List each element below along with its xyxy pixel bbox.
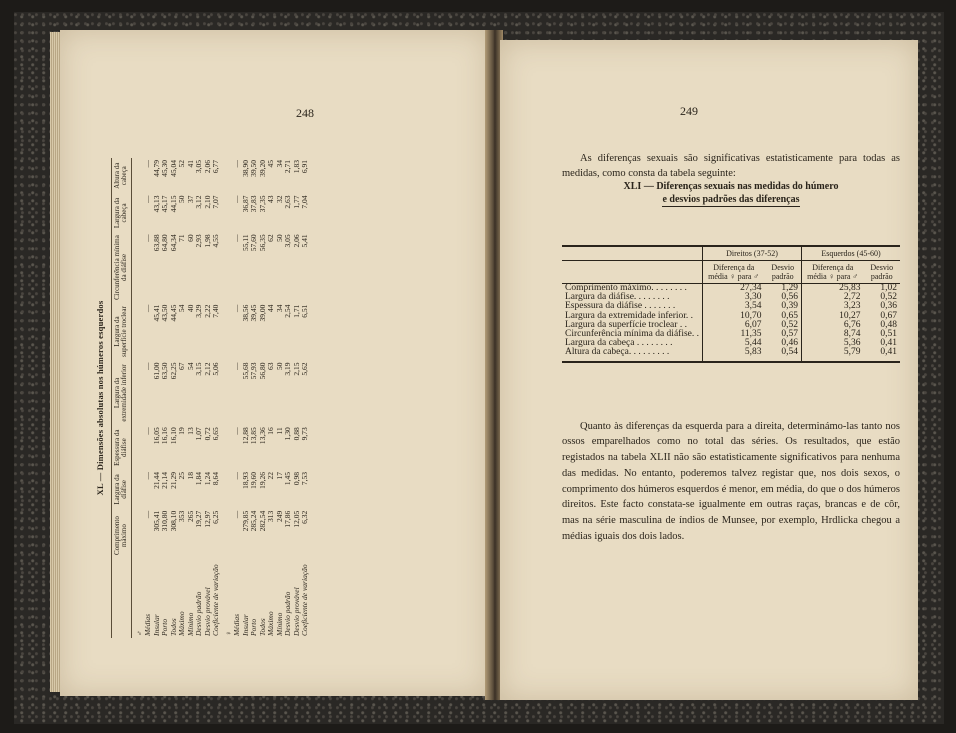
table-cell: 0,88 [291, 427, 301, 441]
table-title-xli [562, 180, 900, 207]
table-cell: 5,41 [300, 234, 310, 248]
table-cell: 54 [177, 304, 187, 313]
sd-left: 0,48 [880, 319, 897, 330]
column-header: Comprimento máximo [111, 509, 131, 563]
table-cell: 265 [185, 510, 195, 523]
column-header: Largura da superfície troclear [111, 303, 131, 361]
table-cell: — [143, 234, 153, 242]
right-page [500, 40, 918, 700]
row-label: Insular [151, 614, 161, 636]
table-cell: 12,05 [291, 510, 301, 528]
sd-right: 0,56 [781, 292, 798, 303]
table-cell: 7,07 [211, 195, 221, 209]
group-header-right: Direitos (37-52) [703, 246, 802, 261]
table-cell: 55,68 [240, 362, 250, 380]
table-cell: 3,15 [194, 362, 204, 376]
row-label: Coeficiente de variação [300, 564, 310, 636]
sex-symbol: ♀ [223, 630, 233, 636]
table-cell: 353 [177, 510, 187, 523]
diff-right: 5,83 [703, 348, 765, 361]
sd-right: 0,46 [781, 338, 798, 349]
page-number-right: 249 [680, 104, 698, 118]
group-header-row [562, 246, 900, 261]
table-cell: 43 [266, 195, 276, 203]
table-cell: 50 [274, 234, 284, 242]
diff-left: 5,36 [802, 339, 864, 348]
table-cell: 19,26 [257, 472, 267, 489]
table-row [161, 158, 170, 638]
table-row [187, 158, 196, 638]
table-row [276, 158, 285, 638]
row-label: Circunferência mínima da diáfise. . [565, 329, 700, 340]
sd-left: 0,67 [880, 310, 897, 321]
table-cell: 3,29 [194, 304, 204, 318]
table-cell: 6,51 [300, 304, 310, 318]
table-cell: 34 [274, 304, 284, 313]
table-cell: 38,56 [240, 304, 250, 322]
table-cell: 16,10 [168, 427, 178, 445]
table-cell: 55,11 [240, 234, 250, 252]
table-cell: 45,41 [151, 304, 161, 322]
table-cell: — [232, 510, 242, 519]
table-cell: 19,60 [249, 472, 259, 489]
row-label: Largura da superfície troclear . . [565, 319, 687, 330]
table-cell: 62,25 [168, 362, 178, 380]
table-cell: 44,79 [151, 160, 161, 177]
table-cell: 5,62 [300, 362, 310, 376]
table-cell: 17,86 [283, 510, 293, 528]
table-cell: 5,06 [211, 362, 221, 376]
table-cell: 43,13 [151, 195, 161, 213]
table-cell: 2,93 [194, 234, 204, 248]
row-label: Todos [257, 618, 267, 636]
table-cell: 12,97 [202, 510, 212, 528]
table-row [562, 348, 900, 361]
table-cell: 6,25 [211, 510, 221, 524]
table-cell: 22 [266, 472, 276, 480]
corner-cell-2 [562, 261, 703, 284]
sd-right: 0,39 [781, 301, 798, 312]
diff-right: 3,54 [703, 302, 765, 311]
table-cell: 39,45 [249, 304, 259, 322]
table-cell: 285,24 [249, 510, 259, 532]
table-cell: 39,50 [249, 160, 259, 177]
table-cell: 1,98 [202, 234, 212, 248]
corner-cell [562, 246, 703, 261]
table-title-xl: XL — Dimensões absolutas nos húmeros esquerdos [95, 300, 105, 496]
differences-body [562, 284, 900, 362]
table-cell: 45,17 [160, 195, 170, 213]
table-cell: — [232, 304, 242, 313]
table-cell: 63,50 [160, 362, 170, 380]
sex-differences-table [562, 245, 900, 363]
table-cell: 39,20 [257, 160, 267, 177]
table-cell: 60 [185, 234, 195, 242]
rotated-table [96, 158, 386, 638]
diff-right: 3,30 [703, 293, 765, 302]
diff-left: 10,27 [802, 312, 864, 321]
sd-right: 0,57 [781, 329, 798, 340]
diff-right: 5,44 [703, 339, 765, 348]
table-cell: 56,35 [257, 234, 267, 252]
sex-row [221, 158, 234, 638]
row-label: Médias [143, 613, 153, 636]
table-cell: — [143, 304, 153, 313]
row-label: Largura da extremidade inferior. . [565, 310, 694, 321]
table-title-line2: e desvios padrões das diferenças [662, 194, 800, 205]
row-label: Desvio padrão [194, 591, 204, 636]
table-cell: 1,07 [194, 427, 204, 441]
table-cell: 36,87 [240, 195, 250, 213]
row-label: Todos [168, 618, 178, 636]
table-cell: — [143, 472, 153, 480]
table-cell: 25 [177, 472, 187, 480]
table-cell: — [143, 362, 153, 371]
table-cell: 43,50 [160, 304, 170, 322]
diff-left: 6,76 [802, 321, 864, 330]
row-label: Máximo [177, 611, 187, 636]
row-label: Espessura da diáfise . . . . . . . [565, 301, 676, 312]
table-cell: 16,16 [160, 427, 170, 445]
sd-left: 0,36 [880, 301, 897, 312]
table-cell: 67 [177, 362, 187, 371]
table-cell: 44,45 [168, 304, 178, 322]
table-cell: 282,54 [257, 510, 267, 532]
row-label: Altura da cabeça. . . . . . . . . [562, 348, 703, 361]
table-row [153, 158, 162, 638]
table-cell: 7,04 [300, 195, 310, 209]
table-row [170, 158, 179, 638]
absolute-dimensions-table [111, 158, 310, 638]
table-cell: 17 [274, 472, 284, 480]
table-cell: 71 [177, 234, 187, 242]
table-cell: 61,00 [151, 362, 161, 380]
table-cell: 1,30 [283, 427, 293, 441]
table-cell: — [232, 195, 242, 203]
table-cell: — [143, 510, 153, 519]
table-cell: 305,41 [151, 510, 161, 532]
table-cell: 2,06 [202, 160, 212, 174]
row-label: Médias [232, 613, 242, 636]
sd-right: 0,65 [781, 310, 798, 321]
sex-row [131, 158, 144, 638]
table-row [250, 158, 259, 638]
table-cell: — [143, 427, 153, 435]
row-label: Máximo [266, 611, 276, 636]
row-label: Porto [160, 618, 170, 636]
table-cell: 45 [266, 160, 276, 168]
table-cell: 7,53 [300, 472, 310, 486]
table-cell: 7,40 [211, 304, 221, 318]
sd-left: 0,51 [880, 329, 897, 340]
table-cell: 40 [185, 304, 195, 313]
table-cell: 6,91 [300, 160, 310, 174]
row-label: Coeficiente de variação [211, 564, 221, 636]
sd-right: 0,54 [765, 348, 802, 361]
table-cell: 16,05 [151, 427, 161, 445]
table-cell: 54 [185, 362, 195, 371]
table-cell: 37,83 [249, 195, 259, 213]
table-cell: 0,98 [291, 472, 301, 486]
sd-left: 1,02 [880, 283, 897, 293]
diff-right: 6,07 [703, 321, 765, 330]
diff-right: 10,70 [703, 312, 765, 321]
table-cell: 4,55 [211, 234, 221, 248]
row-label: Desvio provável [202, 587, 212, 636]
table-cell: 62 [266, 234, 276, 242]
row-label: Desvio provável [291, 587, 301, 636]
table-cell: 1,45 [283, 472, 293, 486]
table-cell: 1,71 [291, 304, 301, 318]
table-cell: 12,88 [240, 427, 250, 445]
sd-left: 0,52 [880, 292, 897, 303]
row-label: Porto [249, 618, 259, 636]
table-cell: 13,36 [257, 427, 267, 445]
table-cell: 50 [274, 362, 284, 371]
table-cell: 9,73 [300, 427, 310, 441]
sub-header-diff-right: Diferença da média ♀ para ♂ [703, 261, 765, 284]
table-body [131, 158, 310, 638]
table-cell: 37 [185, 195, 195, 203]
table-cell: 2,15 [291, 362, 301, 376]
table-cell: 18 [185, 472, 195, 480]
table-cell: 13,85 [249, 427, 259, 445]
table-cell: 2,10 [202, 195, 212, 209]
table-cell: 34 [274, 160, 284, 168]
table-cell: — [143, 195, 153, 203]
table-cell: 57,60 [249, 234, 259, 252]
table-cell: 2,54 [283, 304, 293, 318]
table-row [212, 158, 221, 638]
table-cell: — [232, 160, 242, 168]
sub-header-sd-left: Desvio padrão [864, 261, 901, 284]
diff-left: 5,79 [802, 348, 864, 361]
diff-left: 8,74 [802, 330, 864, 339]
row-label: Largura da cabeça . . . . . . . . [565, 338, 673, 349]
row-label: Comprimento máximo. . . . . . . . [565, 283, 687, 293]
table-cell: 11 [274, 427, 284, 435]
sd-left: 0,41 [864, 348, 901, 361]
table-cell: 313 [266, 510, 276, 523]
row-label: Insular [240, 614, 250, 636]
column-header: Largura da diáfise [111, 470, 131, 509]
sex-symbol: ♂ [134, 630, 144, 636]
table-row [284, 158, 293, 638]
table-cell: 64,34 [168, 234, 178, 252]
table-cell: 16 [266, 427, 276, 435]
diff-left: 2,72 [802, 293, 864, 302]
column-header-blank [111, 562, 131, 638]
sd-right: 1,29 [781, 283, 798, 293]
table-cell: 41 [185, 160, 195, 168]
column-header: Circunferência mínima da diáfise [111, 232, 131, 302]
column-header: Espessura da diáfise [111, 425, 131, 470]
sd-left: 0,41 [880, 338, 897, 349]
row-label: Mínimo [274, 612, 284, 636]
page-number-left: 248 [296, 106, 314, 120]
table-cell: — [232, 362, 242, 371]
table-cell: 39,00 [257, 304, 267, 322]
diff-left: 25,83 [802, 284, 864, 294]
row-label: Mínimo [185, 612, 195, 636]
sd-right: 0,52 [781, 319, 798, 330]
table-cell: 1,84 [194, 472, 204, 486]
row-label: Largura da diáfise. . . . . . . . [565, 292, 670, 303]
table-cell: 21,29 [168, 472, 178, 489]
table-cell: 6,65 [211, 427, 221, 441]
table-cell: 3,05 [283, 234, 293, 248]
group-header-left: Esquerdos (45-60) [802, 246, 901, 261]
table-cell: 21,44 [151, 472, 161, 489]
column-header: Largura da cabeça [111, 193, 131, 232]
table-cell: 38,90 [240, 160, 250, 177]
table-cell: 63 [266, 362, 276, 371]
table-cell: — [232, 427, 242, 435]
table-row [195, 158, 204, 638]
sub-header-diff-left: Diferença da média ♀ para ♂ [802, 261, 864, 284]
table-cell: 2,71 [283, 160, 293, 174]
table-cell: 310,80 [160, 510, 170, 532]
table-cell: 45,30 [160, 160, 170, 177]
table-cell: 3,12 [194, 195, 204, 209]
table-cell: 8,64 [211, 472, 221, 486]
table-cell: — [143, 160, 153, 168]
closing-paragraph: Quanto às diferenças da esquerda para a direita, determinámo-las tanto nos ossos emparelhados como no total das séries. Os resultados, que estão registados na tabela XLII não são estatìsticamente significativos para nenhuma das medidas. No entanto, poderemos talvez registar que, nos dois sexos, o comprimento dos húmeros esquerdos é menor, em média, do que o dos húmeros direitos. Este facto constata-se igualmente em outras raças, brancas e de côr, mas na série masculina de índios de Munsee, por exemplo, Hrdlicka chegou a médias iguais dos dois lados. [562, 420, 900, 542]
table-cell: 19 [177, 427, 187, 435]
table-row [144, 158, 153, 638]
table-cell: 56,80 [257, 362, 267, 380]
table-row [233, 158, 242, 638]
column-header: Largura da extremidade inferior [111, 361, 131, 426]
table-cell: 44,15 [168, 195, 178, 213]
table-cell: — [232, 472, 242, 480]
table-cell: 1,83 [291, 160, 301, 174]
table-cell: 1,77 [291, 195, 301, 209]
table-cell: 3,05 [194, 160, 204, 174]
table-cell: 249 [274, 510, 284, 523]
table-cell: 50 [177, 195, 187, 203]
table-row [301, 158, 310, 638]
sub-header-sd-right: Desvio padrão [765, 261, 802, 284]
table-cell: 2,63 [283, 195, 293, 209]
table-cell: 21,14 [160, 472, 170, 489]
table-header-row [111, 158, 131, 638]
table-row [178, 158, 187, 638]
table-cell: 64,80 [160, 234, 170, 252]
table-cell: 19,27 [194, 510, 204, 528]
table-cell: 0,72 [202, 427, 212, 441]
table-cell: 13 [185, 427, 195, 435]
row-label: Desvio padrão [283, 591, 293, 636]
table-cell: 18,93 [240, 472, 250, 489]
diff-left: 3,23 [802, 302, 864, 311]
sub-header-row [562, 261, 900, 284]
table-cell: 279,85 [240, 510, 250, 532]
table-cell: 3,19 [283, 362, 293, 376]
column-header: Altura da cabeça [111, 158, 131, 193]
table-cell: 1,24 [202, 472, 212, 486]
diff-right: 11,35 [703, 330, 765, 339]
table-row [259, 158, 268, 638]
table-cell: 45,04 [168, 160, 178, 177]
table-cell: 63,88 [151, 234, 161, 252]
table-cell: 2,12 [202, 362, 212, 376]
table-title-line1: XLI — Diferenças sexuais nas medidas do húmero [623, 181, 839, 192]
table-cell: 37,35 [257, 195, 267, 213]
left-page [60, 30, 488, 696]
intro-paragraph: As diferenças sexuais são significativas estatìsticamente para todas as medidas, como consta da tabela seguinte: [562, 152, 900, 179]
table-cell: 6,77 [211, 160, 221, 174]
table-cell: 2,06 [291, 234, 301, 248]
table-cell: 32 [274, 195, 284, 203]
table-cell: 44 [266, 304, 276, 313]
table-cell: 57,93 [249, 362, 259, 380]
table-cell: 6,32 [300, 510, 310, 524]
table-cell: 52 [177, 160, 187, 168]
diff-right: 27,34 [703, 284, 765, 294]
table-row [267, 158, 276, 638]
table-cell: — [232, 234, 242, 242]
table-cell: 308,10 [168, 510, 178, 532]
table-cell: 2,22 [202, 304, 212, 318]
table-row [242, 158, 251, 638]
